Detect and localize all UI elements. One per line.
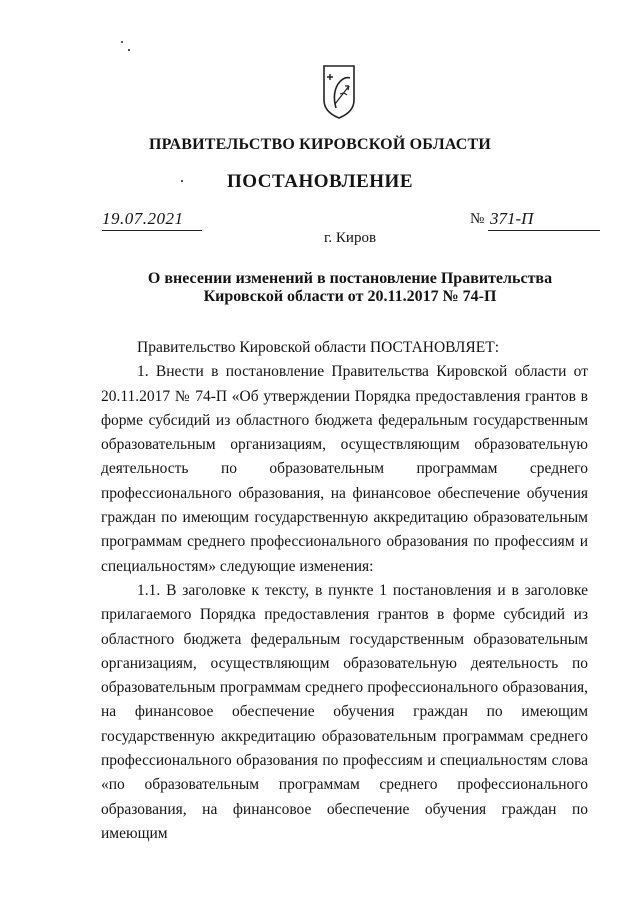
number-sign: № — [470, 211, 485, 227]
document-body — [101, 336, 588, 846]
document-date: 19.07.2021 — [102, 209, 202, 231]
scan-speck — [181, 180, 183, 182]
organization-name: ПРАВИТЕЛЬСТВО КИРОВСКОЙ ОБЛАСТИ — [148, 136, 492, 153]
document-title — [100, 270, 600, 306]
document-number: 371-П — [488, 209, 600, 231]
coat-of-arms-icon — [322, 64, 356, 120]
scan-speck — [128, 49, 130, 51]
city: г. Киров — [323, 230, 377, 246]
title-line-1: О внесении изменений в постановление Правительства — [147, 270, 553, 287]
paragraph-1-1: 1.1. В заголовке к тексту, в пункте 1 постановления и в заголовке прилагаемого Порядка предоставления грантов в форме субсидий из областного бюджета федеральным государственным образовательным организациям, осуществляющим образовательную деятельность по образовательным программам среднего профессионального образования, на финансовое обеспечение обучения граждан по имеющим государственную аккредитацию образовательным программам среднего профессионального образования по профессиям и специальностям слова «по образовательным программам среднего профессионального образования, на финансовое обеспечение обучения граждан по имеющим — [101, 581, 588, 842]
preamble: Правительство Кировской области ПОСТАНОВЛЯЕТ: — [137, 339, 500, 356]
title-line-2: Кировской области от 20.11.2017 № 74-П — [203, 288, 497, 305]
scan-speck — [121, 41, 123, 43]
document-type: ПОСТАНОВЛЕНИЕ — [226, 171, 414, 192]
paragraph-1: 1. Внести в постановление Правительства Кировской области от 20.11.2017 № 74-П «Об утверждении Порядка предоставления грантов в форме субсидий из областного бюджета федеральным государственным образовательным организациям, осуществляющим образовательную деятельность по образовательным программам среднего профессионального образования, на финансовое обеспечение обучения граждан по имеющим государственную аккредитацию образовательным программам среднего профессионального образования по профессиям и специальностям» следующие изменения: — [101, 363, 588, 575]
